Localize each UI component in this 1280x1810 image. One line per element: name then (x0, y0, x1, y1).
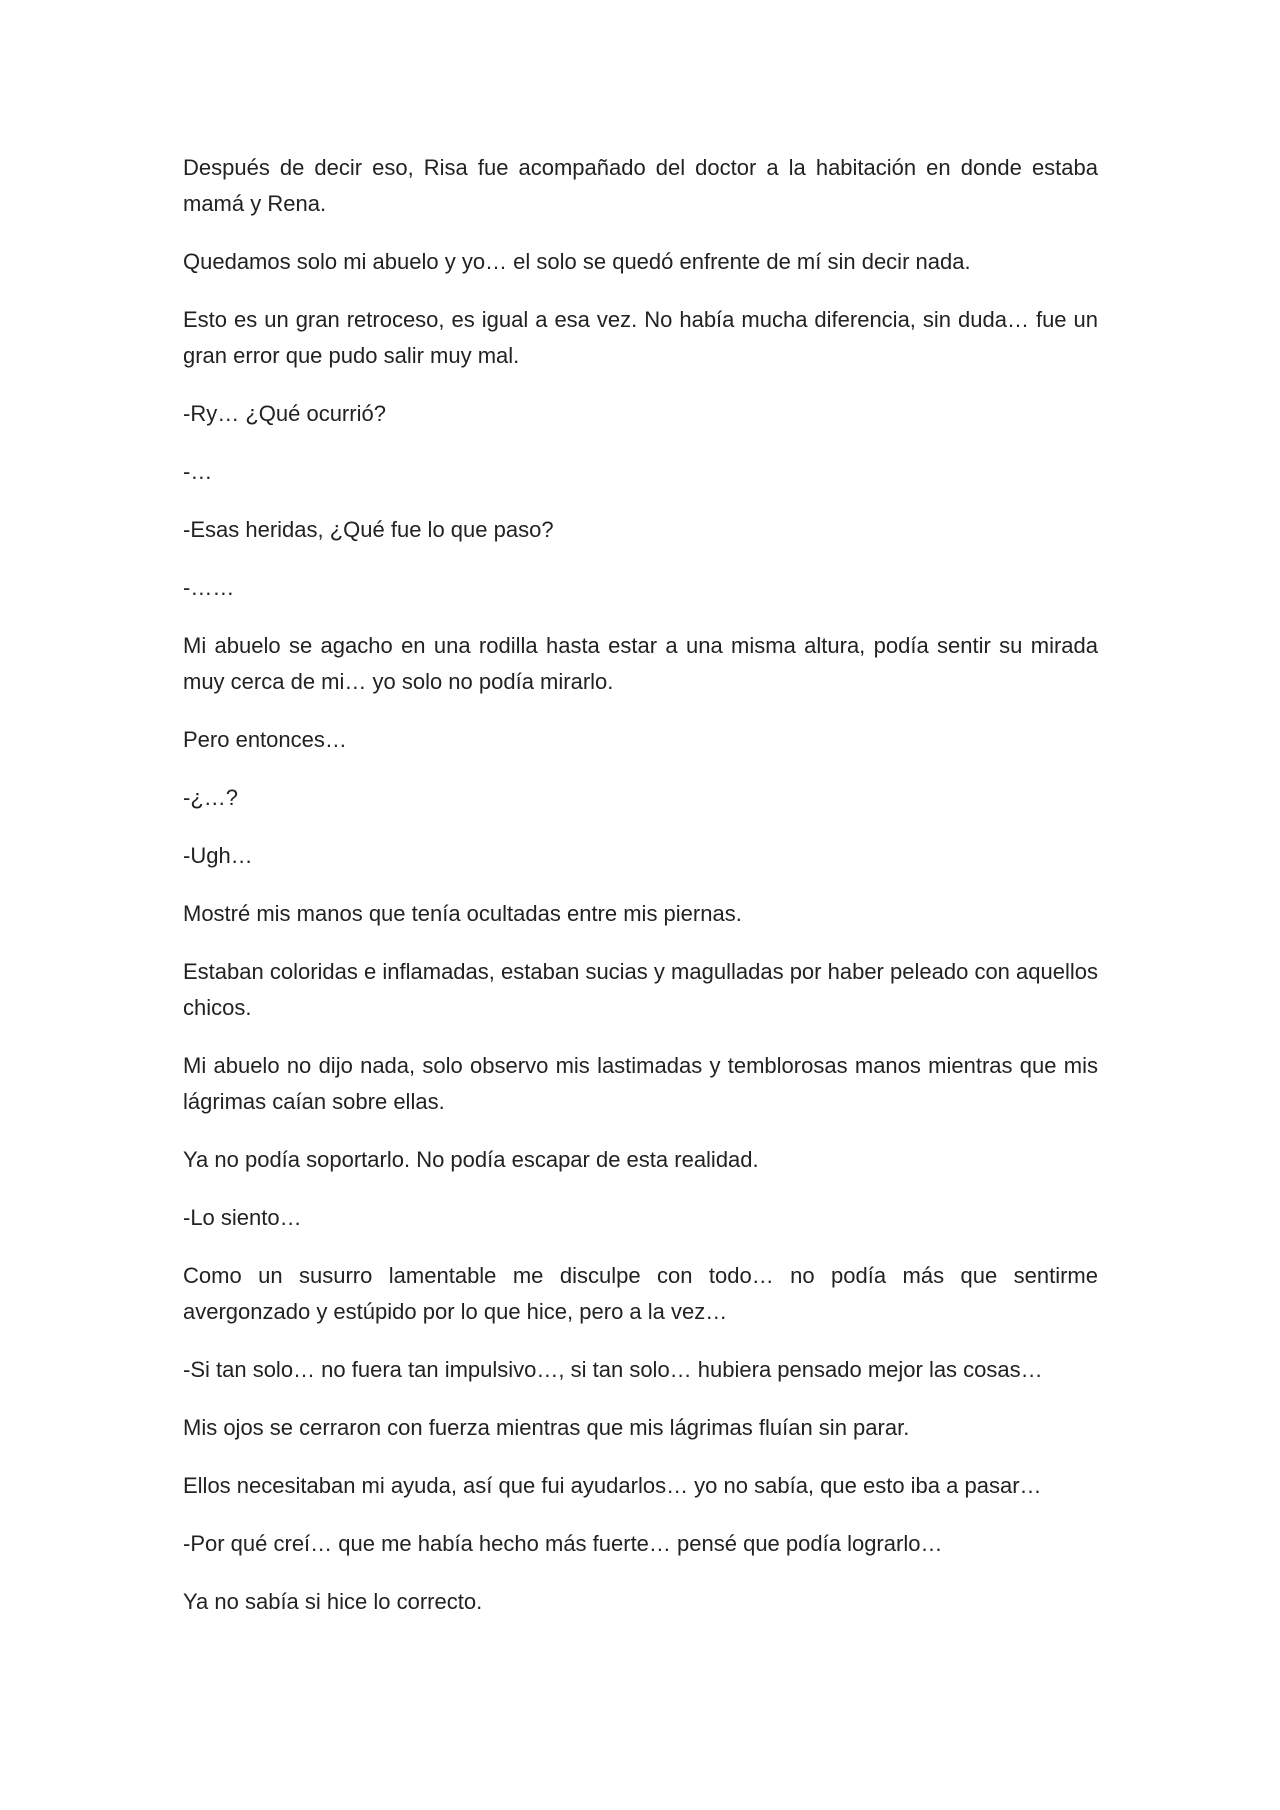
dialogue-line-7: -Lo siento… (183, 1205, 302, 1230)
dialogue-line-8: -Si tan solo… no fuera tan impulsivo…, si tan solo… hubiera pensado mejor las cosas… (183, 1357, 1043, 1382)
paragraph-10: Como un susurro lamentable me disculpe con todo… no podía más que sentirme avergonzado y estúpido por lo que hice, pero a la vez… (183, 1263, 1098, 1324)
paragraph-9: Ya no podía soportarlo. No podía escapar de esta realidad. (183, 1147, 759, 1172)
paragraph-8: Mi abuelo no dijo nada, solo observo mis lastimadas y temblorosas manos mientras que mis lágrimas caían sobre ellas. (183, 1053, 1098, 1114)
paragraph-11: Mis ojos se cerraron con fuerza mientras que mis lágrimas fluían sin parar. (183, 1415, 910, 1440)
paragraph-1: Después de decir eso, Risa fue acompañado del doctor a la habitación en donde estaba mamá y Rena. (183, 155, 1098, 216)
paragraph-4: Mi abuelo se agacho en una rodilla hasta estar a una misma altura, podía sentir su mirada muy cerca de mi… yo solo no podía mirarlo. (183, 633, 1098, 694)
paragraph-2: Quedamos solo mi abuelo y yo… el solo se quedó enfrente de mí sin decir nada. (183, 249, 971, 274)
paragraph-12: Ellos necesitaban mi ayuda, así que fui ayudarlos… yo no sabía, que esto iba a pasar… (183, 1473, 1042, 1498)
paragraph-13: Ya no sabía si hice lo correcto. (183, 1589, 483, 1614)
paragraph-6: Mostré mis manos que tenía ocultadas entre mis piernas. (183, 901, 742, 926)
dialogue-line-2: -… (183, 459, 213, 484)
dialogue-line-9: -Por qué creí… que me había hecho más fuerte… pensé que podía lograrlo… (183, 1531, 943, 1556)
dialogue-line-1: -Ry… ¿Qué ocurrió? (183, 401, 386, 426)
dialogue-line-6: -Ugh… (183, 843, 253, 868)
paragraph-3: Esto es un gran retroceso, es igual a esa vez. No había mucha diferencia, sin duda… fue un gran error que pudo salir muy mal. (183, 307, 1098, 368)
dialogue-line-4: -…… (183, 575, 235, 600)
paragraph-7: Estaban coloridas e inflamadas, estaban sucias y magulladas por haber peleado con aquellos chicos. (183, 959, 1098, 1020)
document-page (183, 150, 1098, 1620)
dialogue-line-3: -Esas heridas, ¿Qué fue lo que paso? (183, 517, 554, 542)
dialogue-line-5: -¿…? (183, 785, 238, 810)
paragraph-5: Pero entonces… (183, 727, 347, 752)
